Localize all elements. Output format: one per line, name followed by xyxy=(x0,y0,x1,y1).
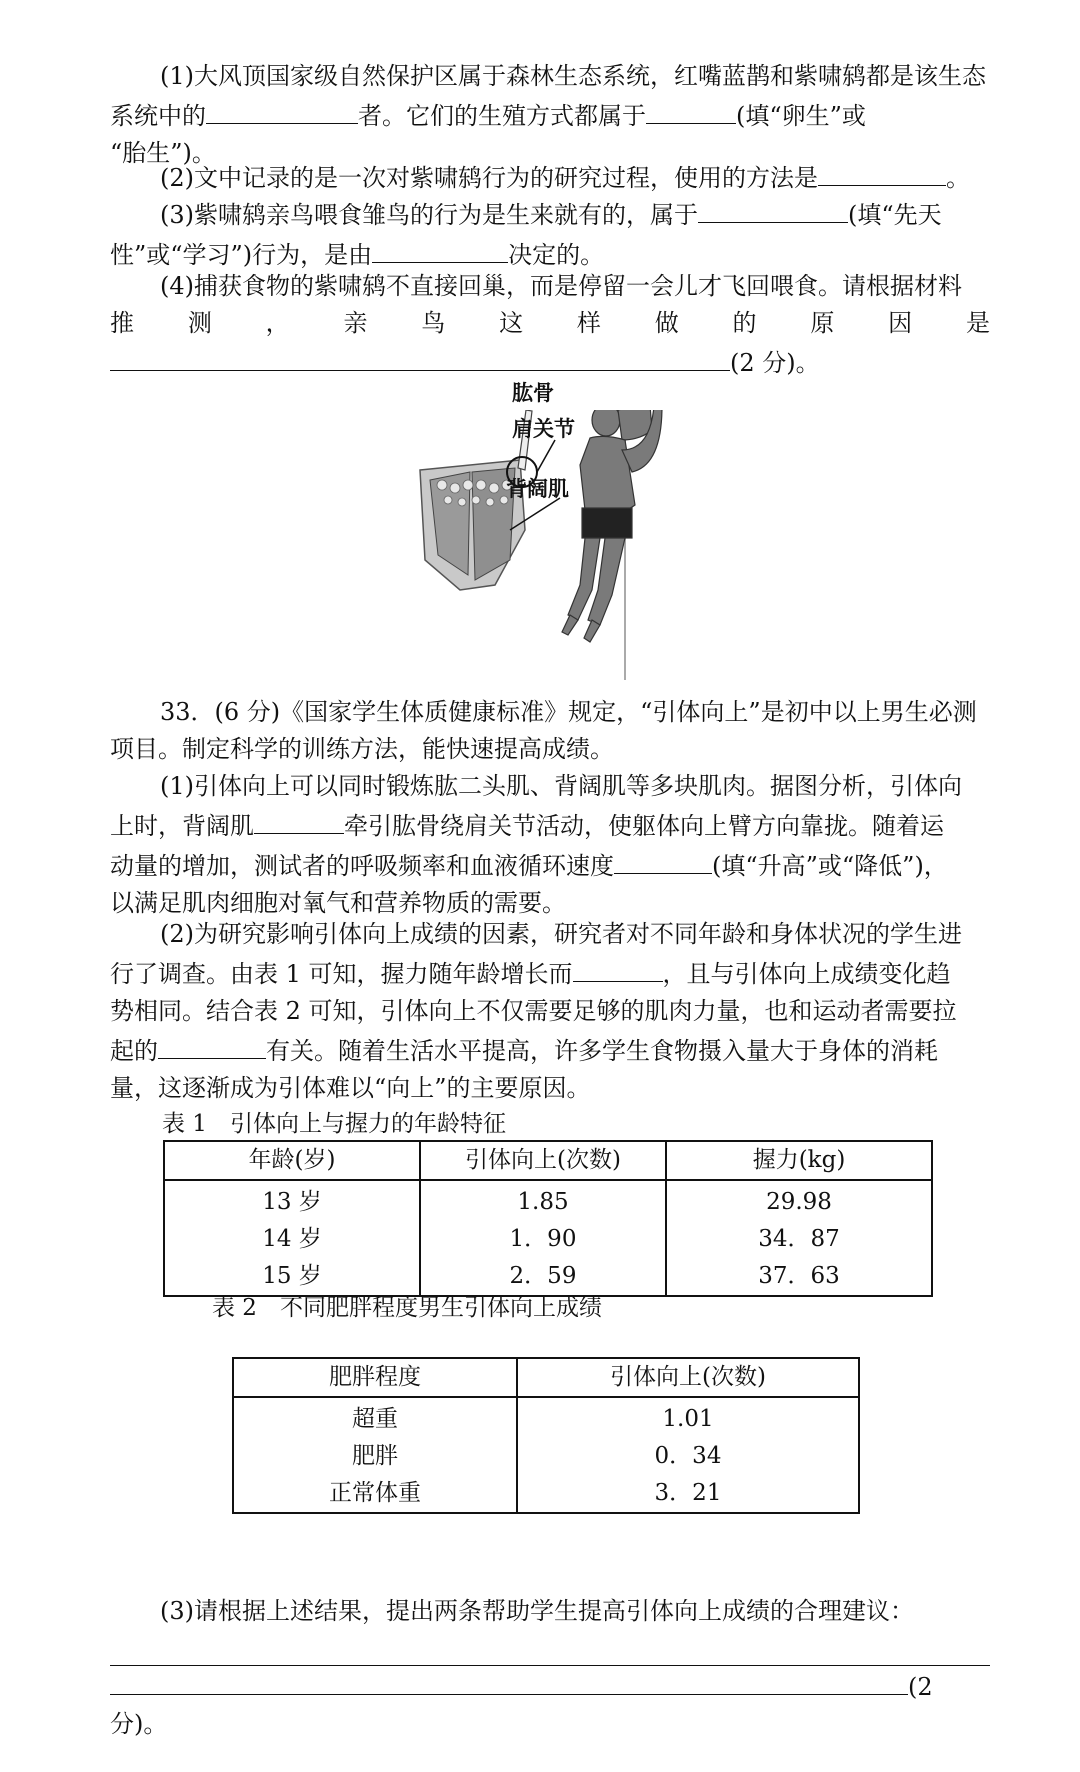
answer-blank[interactable] xyxy=(573,953,663,982)
answer-blank[interactable] xyxy=(110,1647,990,1666)
label-humerus: 肱骨 xyxy=(512,380,554,405)
table1-cell: 37．63 xyxy=(666,1258,932,1296)
table-row xyxy=(164,1180,932,1221)
table2-cell: 正常体重 xyxy=(233,1475,517,1513)
table1-header-age: 年龄(岁) xyxy=(164,1141,420,1180)
pullup-anatomy-figure xyxy=(400,380,760,680)
q33-part2: (2)为研究影响引体向上成绩的因素，研究者对不同年龄和身体状况的学生进 行了调查。由表 1 可知，握力随年龄增长而 ，且与引体向上成绩变化趋 势相同。结合表 2 可知，引体向上不仅需要足够的肌肉力量，也和运动者需要拉 起的 有关。随着生活水平提高，许多学生食物摄入量大于身体的消耗 量，这逐渐成为引体难以“向上”的主要原因。 xyxy=(110,920,962,1102)
table2-header-pullups: 引体向上(次数) xyxy=(517,1358,859,1397)
table1-header-pullups: 引体向上(次数) xyxy=(420,1141,666,1180)
table-row xyxy=(233,1475,859,1513)
answer-blank[interactable] xyxy=(254,805,344,834)
q32-part1: (1)大风顶国家级自然保护区属于森林生态系统，红嘴蓝鹊和紫啸鸫都是该生态系统中的 者。它们的生殖方式都属于 (填“卵生”或 “胎生”)。 xyxy=(110,62,986,167)
q32-part4-answer-line: (2 分)。 xyxy=(110,342,990,382)
q32-part3: (3)紫啸鸫亲鸟喂食雏鸟的行为是生来就有的，属于 (填“先天 性”或“学习”)行为，是由 决定的。 xyxy=(110,194,990,274)
q32-part2: (2)文中记录的是一次对紫啸鸫行为的研究过程，使用的方法是 。 xyxy=(110,157,990,197)
label-shoulder-joint: 肩关节 xyxy=(512,416,575,441)
table1 xyxy=(163,1140,933,1297)
table2-header-obesity: 肥胖程度 xyxy=(233,1358,517,1397)
table-row xyxy=(164,1221,932,1258)
table2-cell: 超重 xyxy=(233,1397,517,1438)
table2 xyxy=(232,1357,860,1514)
table1-cell: 29.98 xyxy=(666,1180,932,1221)
answer-blank[interactable] xyxy=(110,1666,908,1695)
table1-cell: 1．90 xyxy=(420,1221,666,1258)
table1-cell: 34．87 xyxy=(666,1221,932,1258)
q32-part4-spread-line: 推 测 ， 亲 鸟 这 样 做 的 原 因 是 xyxy=(110,309,990,337)
answer-blank[interactable] xyxy=(206,95,358,124)
q33-part3: (3)请根据上述结果，提出两条帮助学生提高引体向上成绩的合理建议： xyxy=(160,1597,914,1625)
q32-part4: (4)捕获食物的紫啸鸫不直接回巢，而是停留一会儿才飞回喂食。请根据材料 xyxy=(160,272,962,300)
answer-blank[interactable] xyxy=(614,845,712,874)
table2-cell: 1.01 xyxy=(517,1397,859,1438)
q33-answer-line-1 xyxy=(110,1640,990,1660)
pullup-illustration xyxy=(400,410,760,680)
table2-header-row xyxy=(233,1358,859,1397)
table1-cell: 13 岁 xyxy=(164,1180,420,1221)
q33-answer-line-2: (2 分)。 xyxy=(110,1666,990,1743)
table1-caption: 表 1 引体向上与握力的年龄特征 xyxy=(162,1111,506,1137)
table1-cell: 14 岁 xyxy=(164,1221,420,1258)
table2-caption: 表 2 不同肥胖程度男生引体向上成绩 xyxy=(212,1295,602,1321)
table2-cell: 0．34 xyxy=(517,1438,859,1475)
table2-cell: 3．21 xyxy=(517,1475,859,1513)
answer-blank[interactable] xyxy=(646,95,736,124)
answer-blank[interactable] xyxy=(818,157,946,186)
answer-blank[interactable] xyxy=(158,1030,266,1059)
table1-cell: 2．59 xyxy=(420,1258,666,1296)
table-row xyxy=(233,1438,859,1475)
table1-cell: 15 岁 xyxy=(164,1258,420,1296)
q33-intro: 33．(6 分)《国家学生体质健康标准》规定，“引体向上”是初中以上男生必测 项目。制定科学的训练方法，能快速提高成绩。 xyxy=(110,698,977,763)
answer-blank[interactable] xyxy=(372,234,508,263)
table2-cell: 肥胖 xyxy=(233,1438,517,1475)
q33-part1: (1)引体向上可以同时锻炼肱二头肌、背阔肌等多块肌肉。据图分析，引体向 上时，背阔肌 牵引肱骨绕肩关节活动，使躯体向上臂方向靠拢。随着运 动量的增加，测试者的呼吸频率和血液循环速度 (填“升高”或“降低”)， 以满足肌肉细胞对氧气和营养物质的需要。 xyxy=(110,772,962,917)
table-row xyxy=(233,1397,859,1438)
label-latissimus: 背阔肌 xyxy=(506,476,569,501)
table1-cell: 1.85 xyxy=(420,1180,666,1221)
table1-header-grip: 握力(kg) xyxy=(666,1141,932,1180)
answer-blank[interactable] xyxy=(698,194,848,223)
athlete-figure xyxy=(562,410,662,642)
table1-header-row xyxy=(164,1141,932,1180)
answer-blank[interactable] xyxy=(110,342,730,371)
